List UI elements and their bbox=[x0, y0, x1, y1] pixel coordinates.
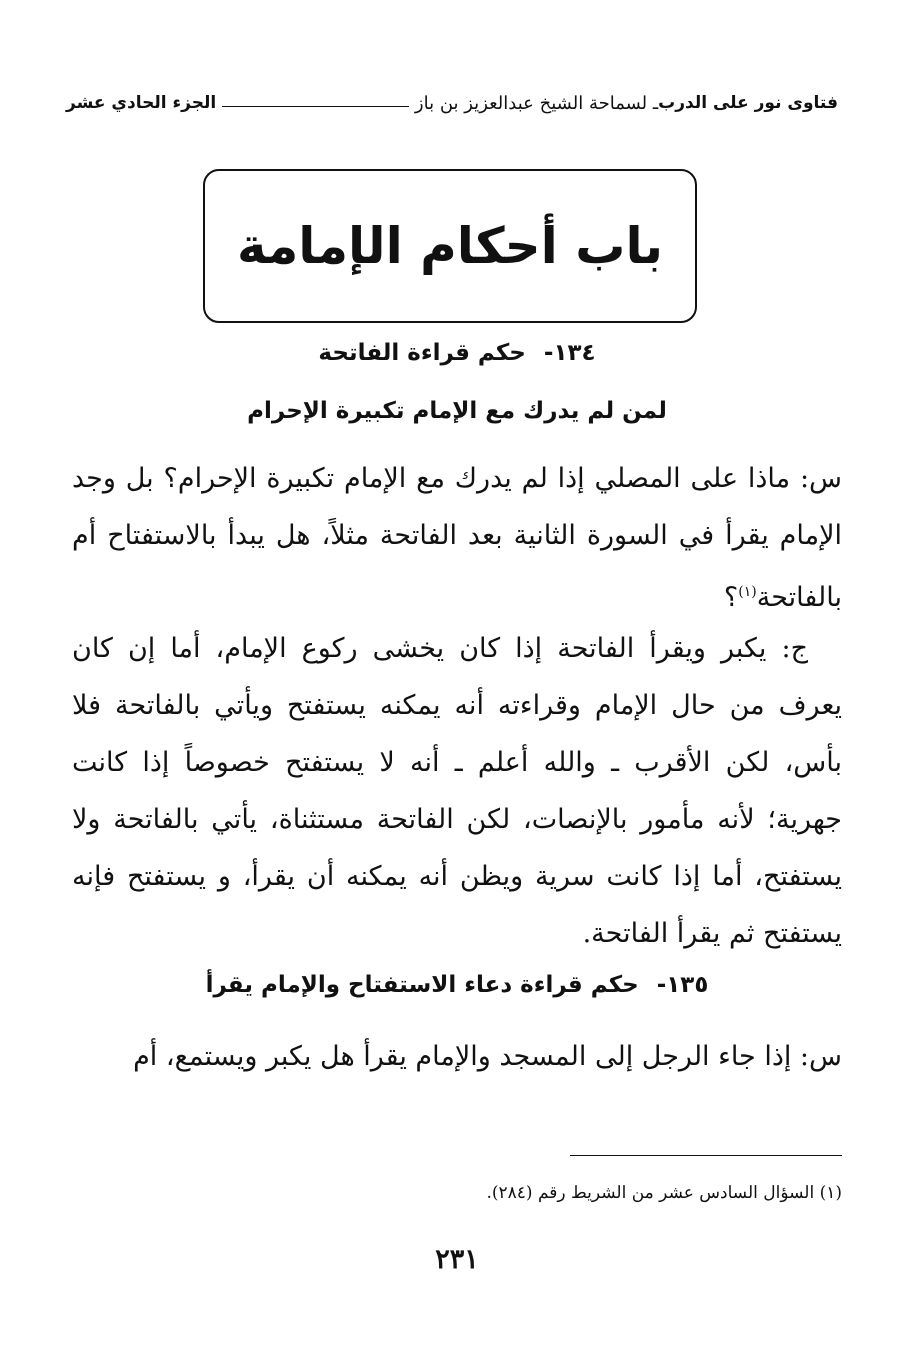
header-rule bbox=[222, 106, 409, 107]
header-volume: الجزء الحادي عشر bbox=[66, 93, 217, 113]
section-135-question bbox=[72, 1028, 842, 1085]
section-134-answer bbox=[72, 620, 842, 962]
section-135-title: حكم قراءة دعاء الاستفتاح والإمام يقرأ bbox=[205, 972, 639, 998]
section-134-number: ١٣٤- bbox=[543, 340, 596, 366]
footnote-ref: (١) bbox=[738, 584, 757, 600]
section-134-question bbox=[72, 450, 842, 626]
section-134-title-line1: حكم قراءة الفاتحة bbox=[318, 340, 526, 366]
question-end: ؟ bbox=[723, 582, 739, 613]
footnote-rule bbox=[570, 1155, 842, 1156]
page-number: ٢٣١ bbox=[435, 1244, 479, 1275]
answer-text: ج: يكبر ويقرأ الفاتحة إذا كان يخشى ركوع الإمام، أما إن كان يعرف من حال الإمام وقراءته أنه يمكنه يستفتح ويأتي بالفاتحة فلا بأس، لكن الأقرب ـ والله أعلم ـ أنه لا يستفتح خصوصاً إذا كانت جهرية؛ لأنه مأمور بالإنصات، لكن الفاتحة مستثناة، يأتي بالفاتحة ولا يستفتح، أما إذا كانت سرية ويظن أنه يمكنه أن يقرأ، و يستفتح فإنه يستفتح ثم يقرأ الفاتحة. bbox=[72, 633, 842, 949]
header-author: ـ لسماحة الشيخ عبدالعزيز بن باز bbox=[414, 92, 659, 114]
header-book-title: فتاوى نور على الدرب bbox=[658, 93, 838, 113]
section-134-subheading bbox=[60, 398, 854, 424]
section-134-title-line2: لمن لم يدرك مع الإمام تكبيرة الإحرام bbox=[247, 398, 667, 424]
chapter-title: باب أحكام الإمامة bbox=[237, 217, 663, 275]
section-135-heading bbox=[60, 972, 854, 998]
running-header bbox=[66, 88, 838, 118]
question-135-text: س: إذا جاء الرجل إلى المسجد والإمام يقرأ هل يكبر ويستمع، أم bbox=[133, 1041, 842, 1072]
footnote: (١) السؤال السادس عشر من الشريط رقم (٢٨٤). bbox=[486, 1183, 842, 1203]
section-135-number: ١٣٥- bbox=[656, 972, 709, 998]
chapter-title-box bbox=[203, 169, 697, 323]
question-text: س: ماذا على المصلي إذا لم يدرك مع الإمام تكبيرة الإحرام؟ بل وجد الإمام يقرأ في السورة الثانية بعد الفاتحة مثلاً، هل يبدأ بالاستفتاح أم بالفاتحة bbox=[72, 463, 842, 613]
section-134-heading bbox=[60, 340, 854, 366]
